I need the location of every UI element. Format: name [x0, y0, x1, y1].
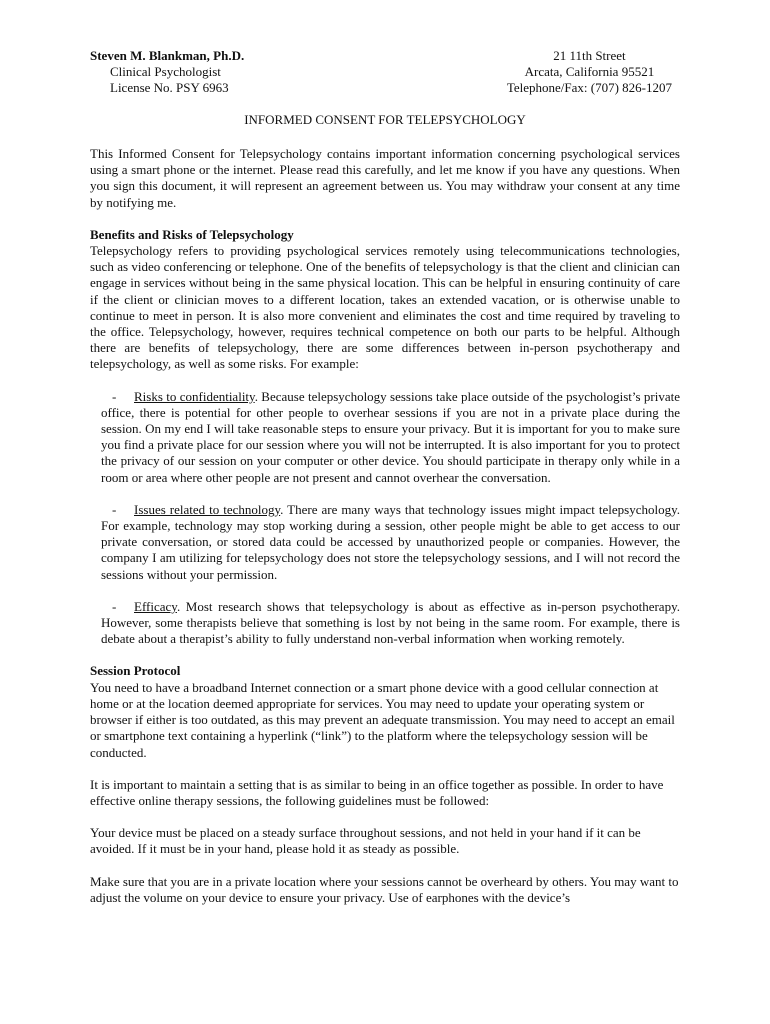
bullet-item-confidentiality — [90, 389, 680, 486]
letterhead-left — [90, 48, 244, 97]
street-address: 21 11th Street — [553, 48, 626, 63]
license-number: License No. PSY 6963 — [110, 80, 229, 96]
bullet-item-efficacy — [90, 599, 680, 648]
bullet-label: Efficacy — [134, 598, 177, 614]
bullet-label: Issues related to technology — [134, 501, 281, 517]
benefits-heading: Benefits and Risks of Telepsychology — [90, 226, 294, 242]
bullet-text: . Most research shows that telepsychology is about as effective as in-person psychotherapy. However, some therapists believe that something is lost by not being in the same room. For example, there is debate about a therapist’s ability to fully understand non-verbal information when working remotely. — [101, 598, 680, 647]
document-body — [90, 146, 680, 906]
bullet-dash: - — [112, 388, 117, 404]
psychologist-title: Clinical Psychologist — [110, 64, 221, 80]
bullet-item-technology — [90, 502, 680, 583]
session-paragraph-1: You need to have a broadband Internet connection or a smart phone device with a good cellular connection at home or at the location deemed appropriate for services. You may need to update your operating system or browser if either is too outdated, as this may prevent an adequate transmission. You may need to accept an email or smartphone text containing a hyperlink (“link”) to the platform where the telepsychology session will be conducted. — [90, 679, 675, 760]
session-protocol-heading: Session Protocol — [90, 663, 181, 679]
bullet-label: Risks to confidentiality — [134, 388, 255, 404]
telephone-fax: Telephone/Fax: (707) 826-1207 — [506, 80, 672, 96]
bullet-dash: - — [112, 598, 117, 614]
bullet-dash: - — [112, 501, 117, 517]
session-paragraph-4: Make sure that you are in a private location where your sessions cannot be overheard by others. You may want to adjust the volume on your device to ensure your privacy. Use of earphones with the device’s — [90, 873, 679, 905]
session-paragraph-2: It is important to maintain a setting that is as similar to being in an office together as possible. In order to have effective online therapy sessions, the following guidelines must be followed: — [90, 776, 664, 808]
document-title: INFORMED CONSENT FOR TELEPSYCHOLOGY — [244, 112, 526, 127]
letterhead-right — [507, 48, 672, 97]
benefits-paragraph: Telepsychology refers to providing psychological services remotely using telecommunications technologies, such as video conferencing or telephone. One of the benefits of telepsychology is that the client and clinician can engage in services without being in the same physical location. This can be helpful in ensuring continuity of care if the client or clinician moves to a different location, takes an extended vacation, or is otherwise unable to continue to meet in person. It is also more convenient and eliminates the cost and time required by traveling to the office. Telepsychology, however, requires technical competence on both our parts to be helpful. Although there are benefits of telepsychology, there are some differences between in-person psychotherapy and telepsychology, as well as some risks. For example: — [90, 243, 680, 372]
session-paragraph-3: Your device must be placed on a steady surface throughout sessions, and not held in your hand if it can be avoided. If it must be in your hand, please hold it as steady as possible. — [90, 825, 641, 857]
psychologist-name: Steven M. Blankman, Ph.D. — [90, 48, 245, 63]
bullet-text: . There are many ways that technology issues might impact telepsychology. For example, technology may stop working during a session, other people might be able to get access to our private conversation, or stored data could be accessed by unauthorized people or companies. However, the company I am utilizing for telepsychology does not store the telepsychology sessions, and I will not record the sessions without your permission. — [101, 501, 681, 582]
bullet-text: . Because telepsychology sessions take place outside of the psychologist’s private office, there is potential for other people to overhear sessions if you are not in a private place during the session. On my end I will take reasonable steps to ensure your privacy. But it is important for you to make sure you find a private place for our session where you will not be interrupted. It is also important for you to protect the privacy of our session on your computer or other device. You should participate in therapy only while in a room or area where other people are not present and cannot overhear the conversation. — [101, 388, 680, 485]
intro-paragraph: This Informed Consent for Telepsychology contains important information concerning psychological services using a smart phone or the internet. Please read this carefully, and let me know if you have any questions. When you sign this document, it will represent an agreement between us. You may withdraw your consent at any time by notifying me. — [90, 146, 680, 210]
city-address: Arcata, California 95521 — [524, 64, 655, 80]
